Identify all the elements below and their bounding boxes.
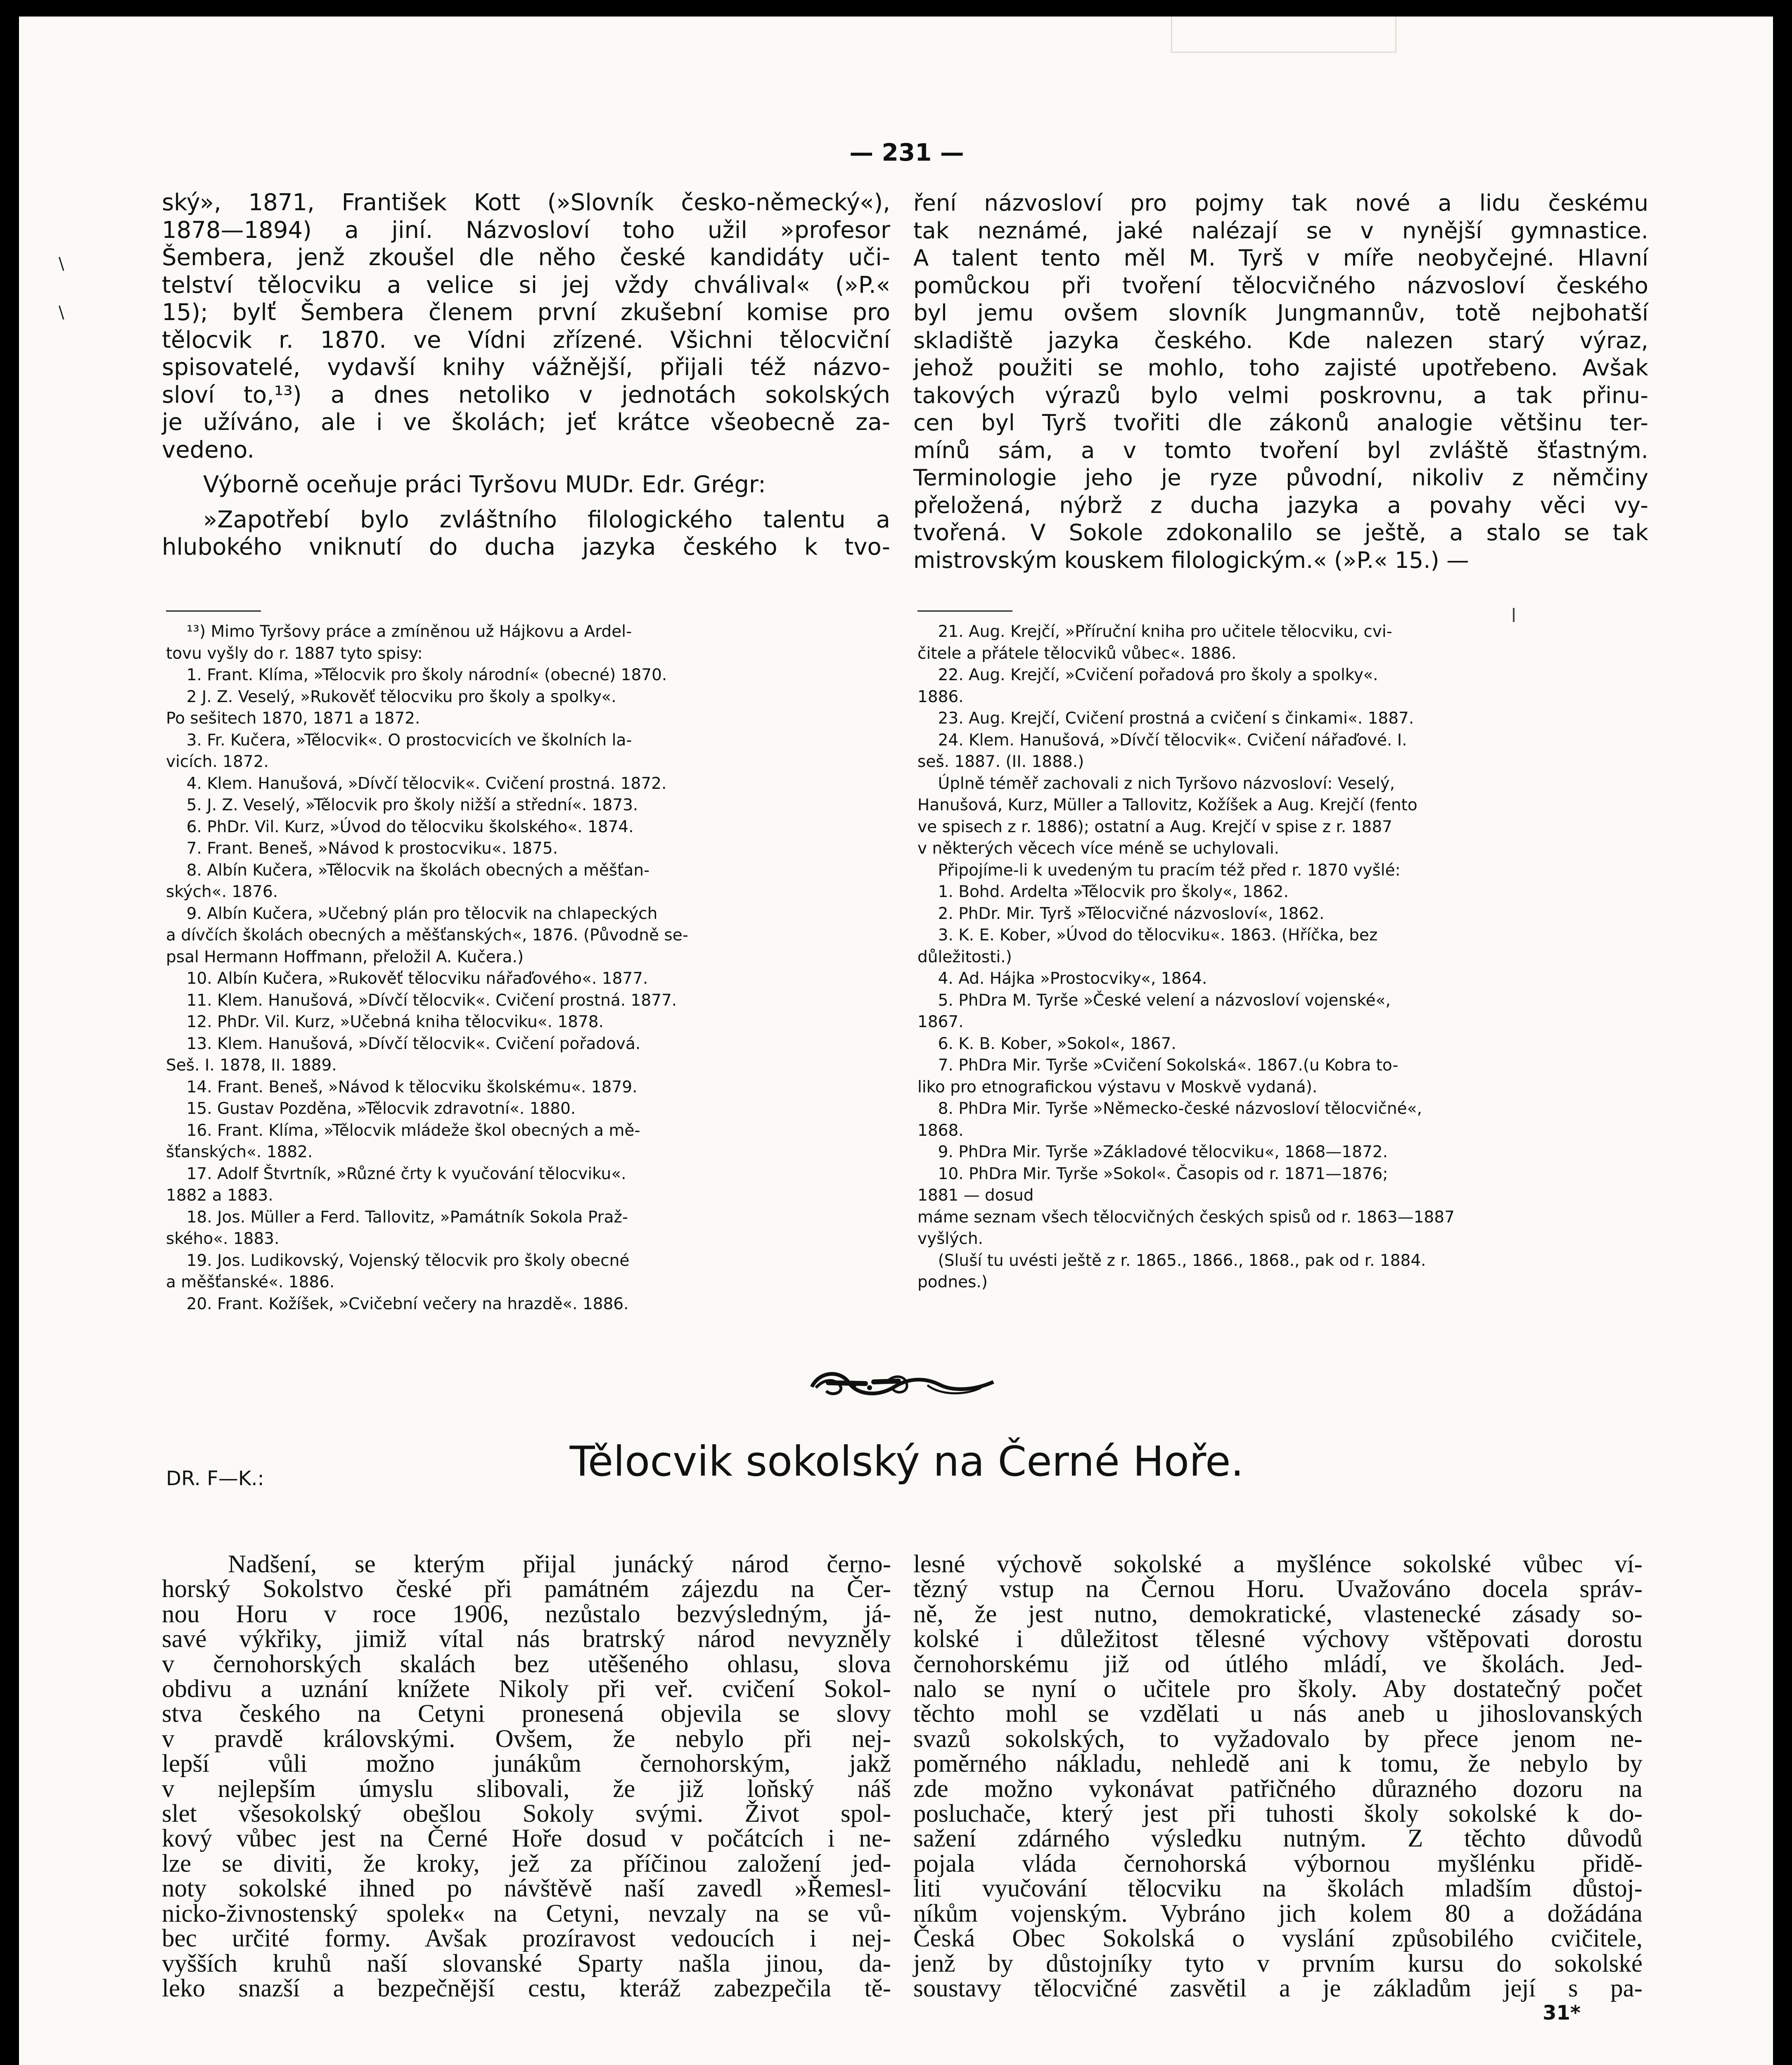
footnote-line: 12. PhDr. Vil. Kurz, »Učebná kniha tělocviku«. 1878. (166, 1013, 604, 1031)
footnote-line: (Sluší tu uvésti ještě z r. 1865., 1866., 1868., pak od r. 1884. (917, 1251, 1426, 1270)
footnote-line: 6. K. B. Kober, »Sokol«, 1867. (917, 1034, 1176, 1053)
footnotes-right (917, 621, 1644, 1294)
text-line: kový vůbec jest na Černé Hoře dosud v počátcích i ne- (162, 1825, 891, 1853)
footnote-line: 4. Klem. Hanušová, »Dívčí tělocvik«. Cvičení prostná. 1872. (166, 774, 667, 793)
text-line: horský Sokolstvo české při památném zájezdu na Čer- (162, 1575, 891, 1603)
article-left-column (162, 1552, 891, 2001)
text-line: zde možno vykonávat patřičného důrazného dozoru na (913, 1775, 1643, 1803)
footnote-line: 3. Fr. Kučera, »Tělocvik«. O prostocvicích ve školních la- (166, 731, 632, 750)
text-line: lepší vůli možno junákům černohorským, jakž (162, 1750, 891, 1778)
text-line: černohorskému již od útlého mládí, ve školách. Jed- (913, 1650, 1643, 1678)
text-line: leko snazší a bezpečnější cestu, kteráž zabezpečila tě- (162, 1974, 891, 2002)
text-line: noty sokolské ihned po návštěvě naší zavedl »Řemesl- (162, 1875, 891, 1903)
footnote-line: 6. PhDr. Vil. Kurz, »Úvod do tělocviku školského«. 1874. (166, 817, 634, 836)
text-line: svazů sokolských, to vyžadovalo by přece jenom ne- (913, 1725, 1643, 1753)
footnote-line: Připojíme-li k uvedeným tu pracím též před r. 1870 vyšlé: (917, 861, 1401, 880)
footnote-line: ských«. 1876. (166, 883, 278, 901)
footnote-line: 5. PhDra M. Tyrše »České velení a názvosloví vojenské«, (917, 991, 1391, 1010)
text-line: vyšších kruhů naší slovanské Sparty našla jinou, da- (162, 1949, 891, 1977)
article-title: Tělocvik sokolský na Černé Hoře. (569, 1437, 1244, 1486)
footnote-rule-right (917, 610, 1012, 612)
footnote-line: 10. Albín Kučera, »Rukověť tělocviku nářaďového«. 1877. (166, 969, 648, 988)
text-line: jehož použiti se mohlo, toho zajisté upotřebeno. Avšak (913, 354, 1648, 381)
footnote-line: 1867. (917, 1013, 964, 1031)
footnote-line: Po sešitech 1870, 1871 a 1872. (166, 709, 420, 728)
stray-mark (1513, 608, 1515, 622)
page-number: — 231 — (849, 138, 964, 166)
text-line: v nejlepším úmyslu slibovali, že již loňský náš (162, 1775, 891, 1803)
text-line: A talent tento měl M. Tyrš v míře neobyčejné. Hlavní (913, 244, 1648, 271)
footnote-line: podnes.) (917, 1273, 988, 1291)
footnote-line: 1881 — dosud (917, 1186, 1034, 1205)
text-line: byl jemu ovšem slovník Jungmannův, totě nejbohatší (913, 299, 1648, 326)
footnote-line: 16. Frant. Klíma, »Tělocvik mládeže škol obecných a mě- (166, 1121, 640, 1140)
text-line: 15); bylť Šembera členem první zkušební komise pro (162, 299, 890, 326)
text-line: nicko-živnostenský spolek« na Cetyni, nevzaly na se vů- (162, 1899, 891, 1927)
footnote-line: 24. Klem. Hanušová, »Dívčí tělocvik«. Cvičení nářaďové. I. (917, 731, 1407, 750)
margin-mark: \ (59, 303, 64, 322)
text-line: posluchače, který jest při tuhosti školy sokolské k do- (913, 1800, 1643, 1828)
footnote-line: 18. Jos. Müller a Ferd. Tallovitz, »Památník Sokola Praž- (166, 1208, 628, 1227)
text-line: pomůckou při tvoření tělocvičného názvosloví českého (913, 272, 1648, 299)
text-line: lze se diviti, že kroky, jež za příčinou založení jed- (162, 1849, 891, 1877)
footnote-line: 15. Gustav Pozděna, »Tělocvik zdravotní«. 1880. (166, 1099, 576, 1118)
footnote-line: a dívčích školách obecných a měšťanských«, 1876. (Původně se- (166, 926, 688, 945)
footnote-line: vyšlých. (917, 1230, 983, 1248)
footnote-line: 17. Adolf Štvrtník, »Různé črty k vyučování tělocviku«. (166, 1164, 626, 1183)
text-line: přeložená, nýbrž z ducha jazyka a povahy věci vy- (913, 491, 1648, 518)
text-line: poměrného nákladu, nehledě ani k tomu, že nebylo by (913, 1750, 1643, 1778)
text-line: Nadšení, se kterým přijal junácký národ černo- (228, 1550, 891, 1578)
footnote-line: 1. Frant. Klíma, »Tělocvik pro školy národní« (obecné) 1870. (166, 666, 667, 684)
footnotes-left (166, 621, 893, 1315)
footnote-line: seš. 1887. (II. 1888.) (917, 752, 1084, 771)
footnote-line: liko pro etnografickou výstavu v Moskvě vydaná). (917, 1078, 1318, 1097)
text-line: sažení zdárného výsledku nutným. Z těchto důvodů (913, 1825, 1643, 1853)
text-line: telství tělocviku a velice si jej vždy chválival« (»P.« (162, 271, 890, 299)
footnote-line: 3. K. E. Kober, »Úvod do tělocviku«. 1863. (Hříčka, bez (917, 926, 1378, 945)
text-line: v černohorských skalách bez utěšeného ohlasu, slova (162, 1650, 891, 1678)
footnote-line: 19. Jos. Ludikovský, Vojenský tělocvik pro školy obecné (166, 1251, 630, 1270)
article-right-column (913, 1552, 1643, 2025)
text-line: 1878—1894) a jiní. Názvosloví toho užil »profesor (162, 216, 890, 244)
footnote-line: 22. Aug. Krejčí, »Cvičení pořadová pro školy a spolky«. (917, 666, 1378, 684)
text-line: tělocvik r. 1870. ve Vídni zřízené. Všichni tělocviční (162, 326, 890, 354)
text-line: stva českého na Cetyni pronesená objevila se slovy (162, 1700, 891, 1728)
footnote-line: 13. Klem. Hanušová, »Dívčí tělocvik«. Cvičení pořadová. (166, 1034, 641, 1053)
text-line: nou Horu v roce 1906, nezůstalo bezvýsledným, já- (162, 1600, 891, 1628)
footnote-line: 20. Frant. Kožíšek, »Cvičební večery na hrazdě«. 1886. (166, 1294, 629, 1313)
text-line: v pravdě královskými. Ovšem, že nebylo při nej- (162, 1725, 891, 1753)
footnote-line: 8. Albín Kučera, »Tělocvik na školách obecných a měšťan- (166, 861, 650, 880)
text-line: cen byl Tyrš tvořiti dle zákonů analogie většinu ter- (913, 409, 1648, 436)
text-line: soustavy tělocvičné zasvětil a je základům její s pa- (913, 1974, 1643, 2002)
text-line: slet všesokolský obešlou Sokoly svými. Život spol- (162, 1800, 891, 1828)
text-line: lesné výchově sokolské a myšlénce sokolské vůbec ví- (913, 1550, 1643, 1578)
text-line: vedeno. (162, 436, 255, 463)
footnote-line: 10. PhDra Mir. Tyrše »Sokol«. Časopis od r. 1871—1876; (917, 1164, 1388, 1183)
quote-line: »Zapotřebí bylo zvláštního filologického talentu a (203, 506, 890, 533)
text-line: tězný vstup na Černou Horu. Uvažováno docela správ- (913, 1575, 1643, 1603)
footnote-line: 5. J. Z. Veselý, »Tělocvik pro školy nižší a střední«. 1873. (166, 796, 638, 814)
footnote-line: čitele a přátele tělocviků vůbec«. 1886. (917, 644, 1237, 663)
text-line: těchto mohl se vzdělati u nás aneb u jihoslovanských (913, 1700, 1643, 1728)
text-line: pojala vláda černohorská výbornou myšlénku přidě- (913, 1849, 1643, 1877)
footnote-line: ¹³) Mimo Tyršovy práce a zmíněnou už Hájkovu a Ardel- (166, 622, 632, 641)
text-line: Terminologie jeho je ryze původní, nikoliv z němčiny (913, 464, 1648, 491)
text-line: Šembera, jenž zkoušel dle něho české kandidáty uči- (162, 244, 890, 271)
footnote-line: v některých věcech více méně se uchylovali. (917, 839, 1280, 858)
text-line: obdivu a uznání knížete Nikoly při veř. cvičení Sokol- (162, 1675, 891, 1703)
author-signature: DR. F—K.: (166, 1467, 264, 1490)
footnote-line: 8. PhDra Mir. Tyrše »Německo-české názvosloví tělocvičné«, (917, 1099, 1422, 1118)
text-line: bec určité formy. Avšak prozíravost vedoucích i nej- (162, 1925, 891, 1953)
library-stamp (1171, 17, 1396, 53)
footnote-line: 2 J. Z. Veselý, »Rukověť tělocviku pro školy a spolky«. (166, 687, 616, 706)
footnote-rule-left (166, 610, 261, 612)
footnote-line: Hanušová, Kurz, Müller a Tallovitz, Kožíšek a Aug. Krejčí (fento (917, 796, 1417, 814)
text-line: jenž by důstojníky tyto v prvním kursu do sokolské (913, 1949, 1643, 1977)
footnote-line: 2. PhDr. Mir. Tyrš »Tělocvičné názvosloví«, 1862. (917, 904, 1325, 923)
footnote-line: důležitosti.) (917, 947, 1012, 966)
text-line: ský», 1871, František Kott (»Slovník česko-německý«), (162, 189, 890, 216)
paragraph: Výborně oceňuje práci Tyršovu MUDr. Edr. Grégr: (203, 471, 766, 498)
footnote-line: ve spisech z r. 1886); ostatní a Aug. Krejčí v spise z r. 1887 (917, 817, 1392, 836)
footnote-line: 21. Aug. Krejčí, »Příruční kniha pro učitele tělocviku, cvi- (917, 622, 1392, 641)
footnote-line: a měšťanské«. 1886. (166, 1273, 335, 1291)
text-line: sloví to,¹³) a dnes netoliko v jednotách sokolských (162, 381, 890, 408)
text-line: tak neznámé, jaké nalézají se v nynější gymnastice. (913, 217, 1648, 244)
footnote-line: 11. Klem. Hanušová, »Dívčí tělocvik«. Cvičení prostná. 1877. (166, 991, 677, 1010)
footnote-line: tovu vyšly do r. 1887 tyto spisy: (166, 644, 423, 663)
footnote-line: Úplně téměř zachovali z nich Tyršovo názvosloví: Veselý, (917, 774, 1395, 793)
left-column-top (162, 189, 890, 561)
text-line: liti vyučování tělocviku na školách mladším důstoj- (913, 1875, 1643, 1903)
book-page (19, 17, 1773, 2065)
text-line: mínů sám, a v tomto tvoření byl zvláště šťastným. (913, 437, 1648, 463)
footnote-line: máme seznam všech tělocvičných českých spisů od r. 1863—1887 (917, 1208, 1455, 1227)
footnote-line: 4. Ad. Hájka »Prostocviky«, 1864. (917, 969, 1207, 988)
footnote-line: ského«. 1883. (166, 1230, 280, 1248)
quote-line: hlubokého vniknutí do ducha jazyka českého k tvo- (162, 534, 890, 560)
text-line: savé výkřiky, jimiž vítal nás bratrský národ nevyzněly (162, 1625, 891, 1653)
sheet-signature-mark: 31* (1543, 2001, 1581, 2025)
footnote-line: 1868. (917, 1121, 964, 1140)
footnote-line: vicích. 1872. (166, 752, 269, 771)
footnote-line: 1886. (917, 687, 964, 706)
footnote-line: 9. PhDra Mir. Tyrše »Základové tělocviku«, 1868—1872. (917, 1143, 1388, 1161)
footnote-line: 1. Bohd. Ardelta »Tělocvik pro školy«, 1862. (917, 883, 1289, 901)
footnote-line: 7. Frant. Beneš, »Návod k prostocviku«. 1875. (166, 839, 558, 858)
footnote-line: 23. Aug. Krejčí, Cvičení prostná a cvičení s činkami«. 1887. (917, 709, 1414, 728)
text-line: ně, že jest nutno, demokratické, vlastenecké zásady so- (913, 1600, 1643, 1628)
ornament-divider (804, 1358, 1002, 1412)
text-line: nalo se nyní o učitele pro školy. Aby dostatečný počet (913, 1675, 1643, 1703)
text-line: spisovatelé, vydavší knihy vážnější, přijali též názvo- (162, 354, 890, 381)
text-line: takových výrazů bylo velmi poskrovnu, a tak přinu- (913, 382, 1648, 408)
right-column-top (913, 189, 1648, 574)
footnote-line: psal Hermann Hoffmann, přeložil A. Kučera.) (166, 947, 524, 966)
footnote-line: 7. PhDra Mir. Tyrše »Cvičení Sokolská«. 1867.(u Kobra to- (917, 1056, 1399, 1075)
footnote-line: 14. Frant. Beneš, »Návod k tělocviku školskému«. 1879. (166, 1078, 638, 1097)
text-line: ření názvosloví pro pojmy tak nové a lidu českému (913, 190, 1648, 216)
text-line: kolské i důležitost tělesné výchovy vštěpovati dorostu (913, 1625, 1643, 1653)
margin-mark: \ (59, 254, 64, 273)
footnote-line: šťanských«. 1882. (166, 1143, 313, 1161)
text-line: skladiště jazyka českého. Kde nalezen starý výraz, (913, 327, 1648, 354)
footnote-line: Seš. I. 1878, II. 1889. (166, 1056, 337, 1075)
text-line: Česká Obec Sokolská o vyslání způsobilého cvičitele, (913, 1925, 1643, 1953)
margin-marks (59, 240, 64, 337)
footnote-line: 1882 a 1883. (166, 1186, 273, 1205)
text-line: níkům vojenským. Vybráno jich kolem 80 a dožádána (913, 1899, 1643, 1927)
text-line: tvořená. V Sokole zdokonalilo se ještě, a stalo se tak (913, 519, 1648, 546)
text-line: mistrovským kouskem filologickým.« (»P.« 15.) — (913, 546, 1469, 573)
footnote-line: 9. Albín Kučera, »Učebný plán pro tělocvik na chlapeckých (166, 904, 658, 923)
text-line: je užíváno, ale i ve školách; jeť krátce všeobecně za- (162, 409, 890, 436)
